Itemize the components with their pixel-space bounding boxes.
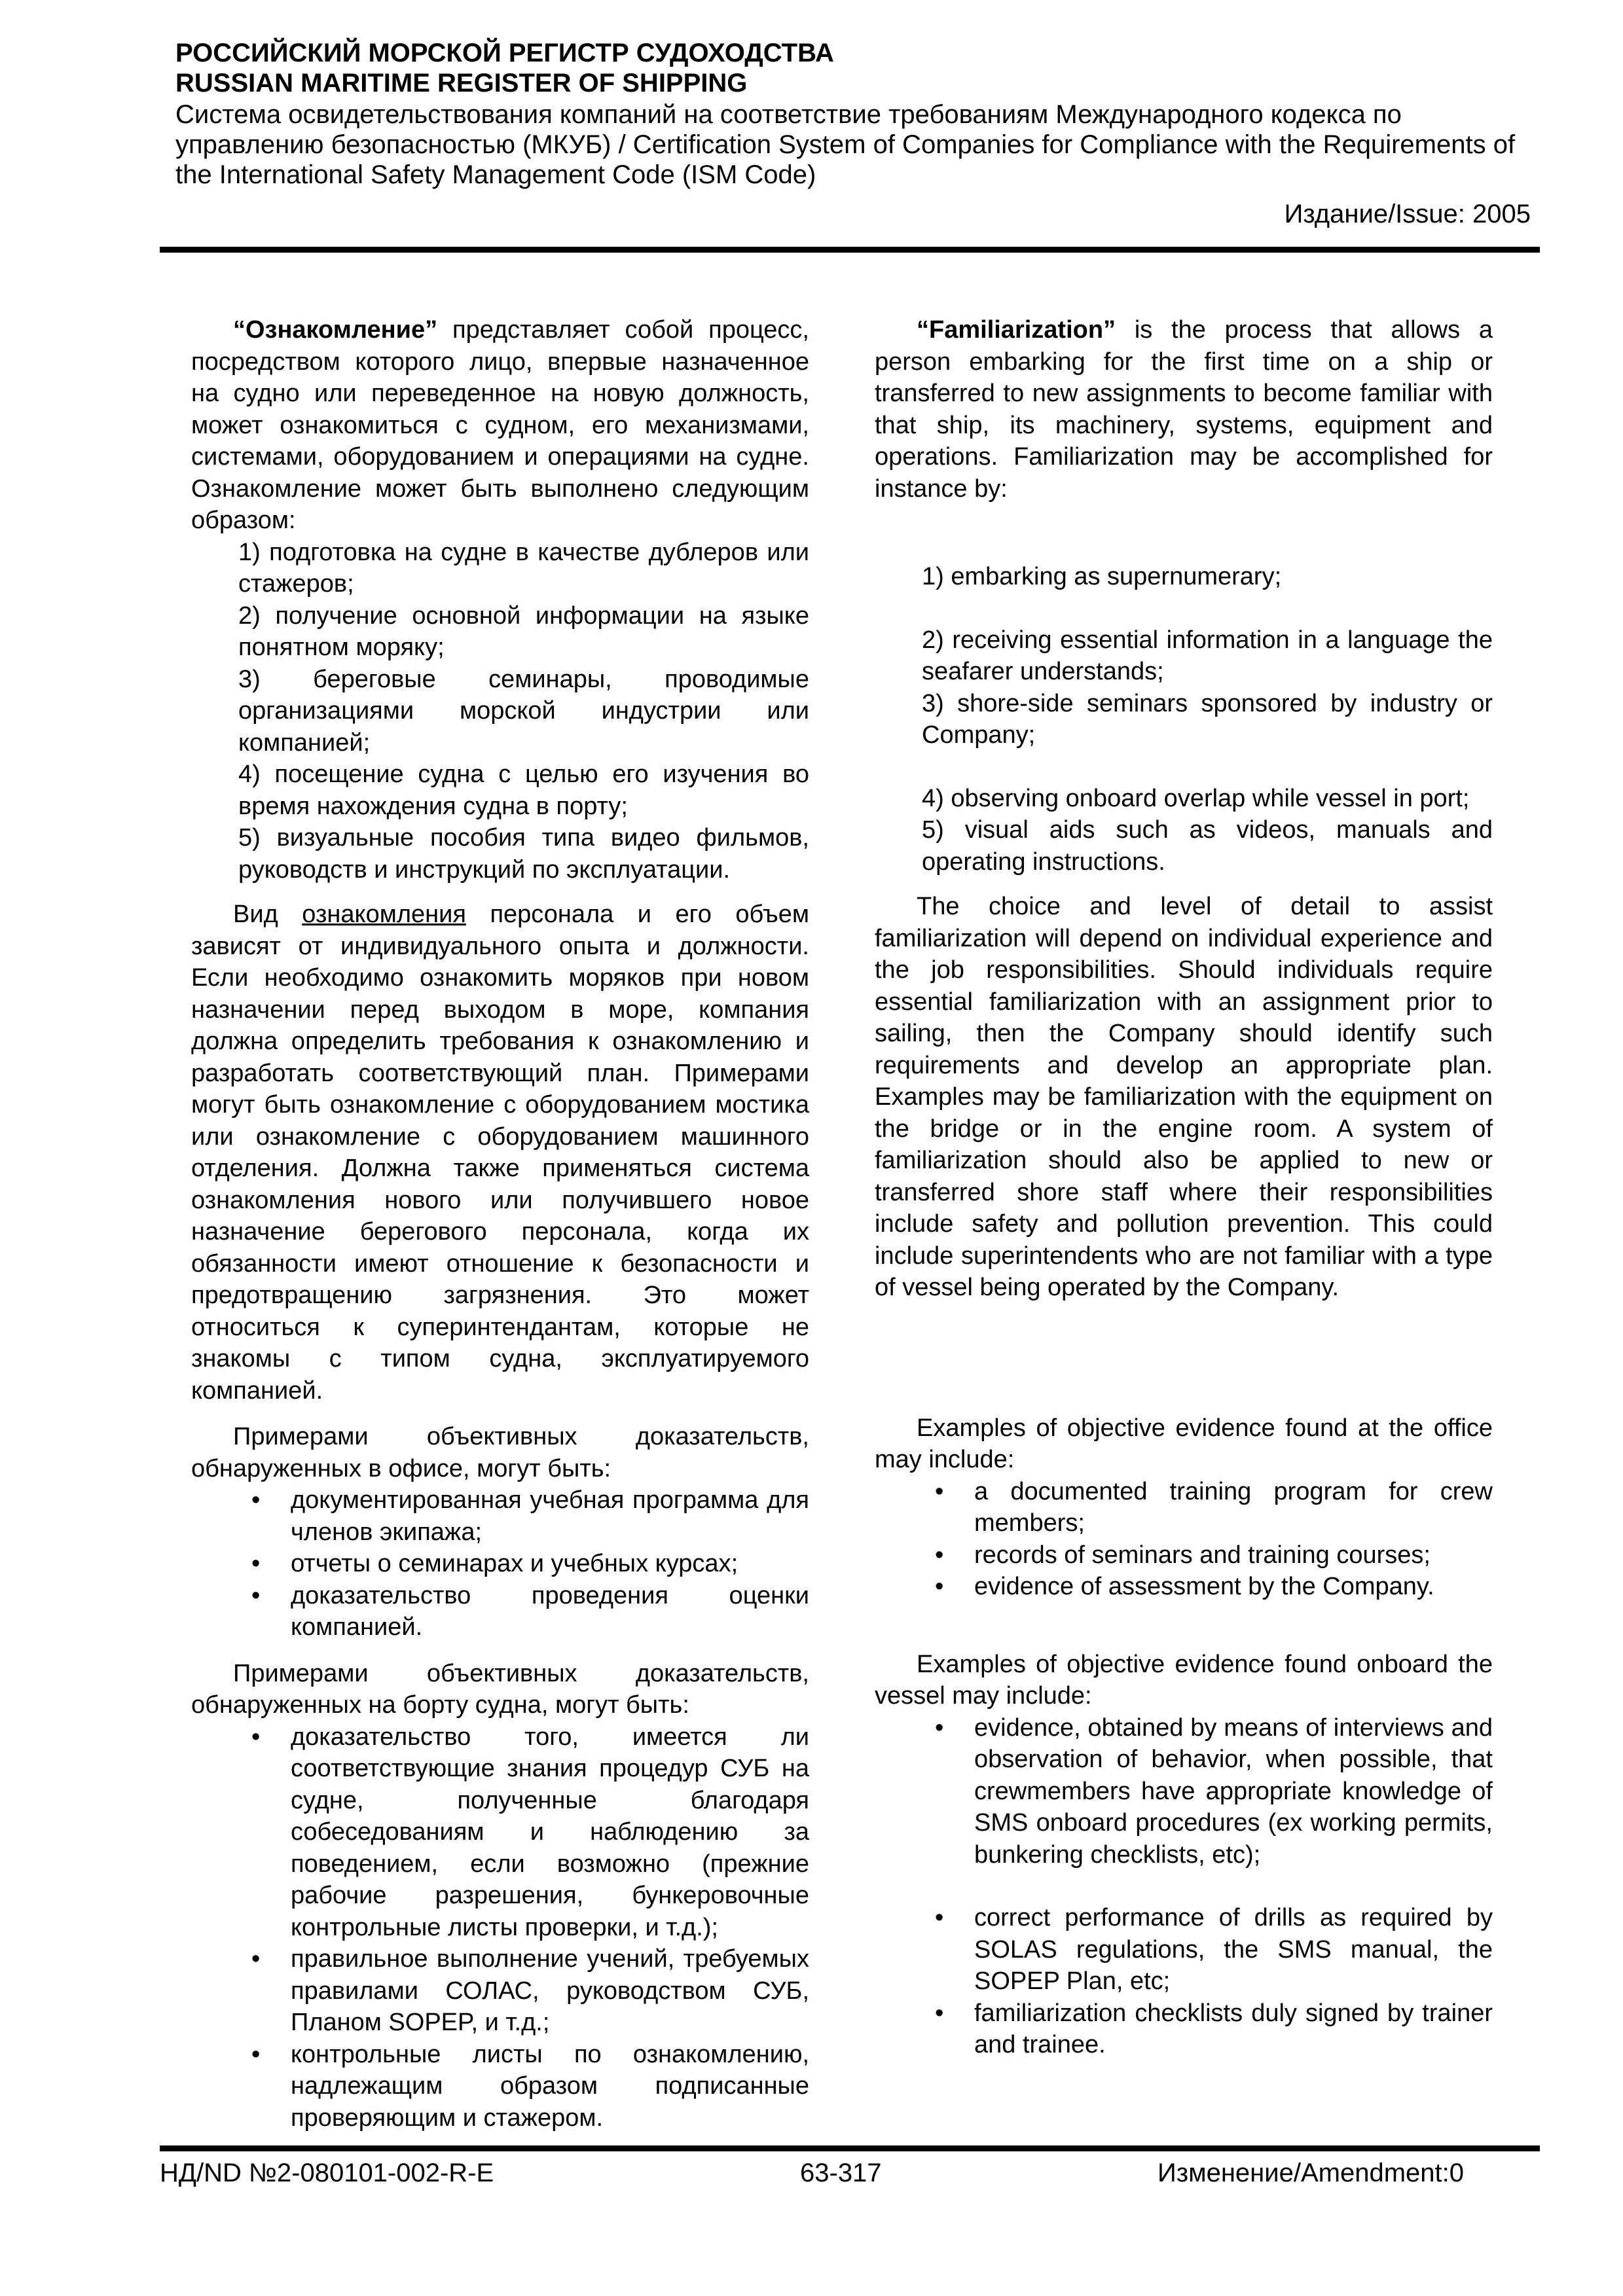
bullet: • <box>935 1477 944 1505</box>
en-item-3: 3) shore-side seminars sponsored by industry or Company; <box>922 689 1493 749</box>
en-office-list <box>875 1476 1493 1603</box>
russian-column <box>191 314 809 2134</box>
bullet: • <box>251 1945 261 1973</box>
header-rule <box>160 247 1540 253</box>
list-item: • контрольные листы по ознакомлению, надлежащим образом подписанные проверяющим и стажером. <box>191 2039 809 2134</box>
ru-term: “Ознакомление” <box>233 316 438 344</box>
en-board-intro: Examples of objective evidence found onboard the vessel may include: <box>875 1650 1493 1710</box>
ru-definition-paragraph <box>191 314 809 537</box>
list-item: • evidence of assessment by the Company. <box>875 1571 1493 1603</box>
bullet: • <box>251 1723 261 1751</box>
en-board-list <box>875 1712 1493 2061</box>
page-number: 63-317 <box>800 2159 882 2187</box>
ru-item-4: 4) посещение судна с целью его изучения во время нахождения судна в порту; <box>238 761 809 820</box>
ru-item-1: 1) подготовка на судне в качестве дублеров или стажеров; <box>238 538 809 598</box>
en-item-5: 5) visual aids such as videos, manuals and operating instructions. <box>922 816 1493 876</box>
amendment-label: Изменение/Amendment:0 <box>1158 2159 1464 2187</box>
ru-item-5: 5) визуальные пособия типа видео фильмов, руководств и инструкций по эксплуатации. <box>238 824 809 884</box>
document-number: НД/ND №2-080101-002-R-E <box>160 2159 494 2187</box>
ru-item-2: 2) получение основной информации на языке понятном моряку; <box>238 601 809 661</box>
footer-rule <box>160 2145 1540 2151</box>
ru-item-3: 3) береговые семинары, проводимые организациями морской индустрии или компанией; <box>238 665 809 757</box>
english-column <box>875 314 1493 2061</box>
bullet: • <box>935 1713 944 1742</box>
en-term: “Familiarization” <box>917 316 1116 344</box>
en-definition-paragraph <box>875 314 1493 505</box>
en-item-4: 4) observing onboard overlap while vessel in port; <box>922 784 1470 812</box>
org-name-ru: РОССИЙСКИЙ МОРСКОЙ РЕГИСТР СУДОХОДСТВА <box>175 39 834 67</box>
ru-definition-text: представляет собой процесс, посредством которого лицо, впервые назначенное на судно или переведенное на новую должность, может ознакомиться с судном, его механизмами, системами, оборудованием и операциями на судне. Ознакомление может быть выполнено следующим образом: <box>191 316 809 534</box>
en-office-intro: Examples of objective evidence found at the office may include: <box>875 1414 1493 1473</box>
list-item: • records of seminars and training courses; <box>875 1539 1493 1571</box>
en-definition-text: is the process that allows a person embarking for the first time on a ship or transferred to new assignments to become familiar with that ship, its machinery, systems, equipment and operations. Familiarization may be accomplished for instance by: <box>875 316 1493 503</box>
org-name-en: RUSSIAN MARITIME REGISTER OF SHIPPING <box>175 69 748 98</box>
bullet: • <box>935 1573 944 1600</box>
list-item: • доказательство проведения оценки компанией. <box>191 1580 809 1643</box>
list-item: • доказательство того, имеется ли соответствующие знания процедур СУБ на судне, полученные благодаря собеседованиям и наблюдению за поведением, если возможно (прежние рабочие разрешения, бункеровочные контрольные листы проверки, и т.д.); <box>191 1721 809 1944</box>
list-item: • правильное выполнение учений, требуемых правилами СОЛАС, руководством СУБ, Планом SOPEP, и т.д.; <box>191 1943 809 2039</box>
ru-underlined-word: ознакомления <box>302 901 466 928</box>
list-item: • a documented training program for crew members; <box>875 1476 1493 1539</box>
document-header <box>175 38 1531 229</box>
ru-scope-paragraph: Вид ознакомления персонала и его объем зависят от индивидуального опыта и должности. Если необходимо ознакомить моряков при новом назначении перед выходом в море, компания должна определить требования к ознакомлению и разработать соответствующий план. Примерами могут быть ознакомление с оборудованием мостика или ознакомление с оборудованием машинного отделения. Должна также применяться система ознакомления нового или получившего новое назначение берегового персонала, когда их обязанности имеют отношение к безопасности и предотвращению загрязнения. Это может относиться к суперинтендантам, которые не знакомы с типом судна, эксплуатируемого компанией. <box>191 901 809 1405</box>
bullet: • <box>251 1486 261 1514</box>
bullet: • <box>935 1541 944 1569</box>
bullet: • <box>935 1904 944 1931</box>
en-scope-paragraph: The choice and level of detail to assist familiarization will depend on individual experience and the job responsibilities. Should individuals require essential familiarization with an assignment prior to sailing, then the Company should identify such requirements and develop an appropriate plan. Examples may be familiarization with the equipment on the bridge or in the engine room. A system of familiarization should also be applied to new or transferred shore staff where their responsibilities include safety and pollution prevention. This could include superintendents who are not familiar with a type of vessel being operated by the Company. <box>875 893 1493 1301</box>
list-item: • correct performance of drills as required by SOLAS regulations, the SMS manual, the SOPEP Plan, etc; <box>875 1902 1493 1998</box>
list-item: • evidence, obtained by means of interviews and observation of behavior, when possible, that crewmembers have appropriate knowledge of SMS onboard procedures (ex working permits, bunkering checklists, etc); <box>875 1712 1493 1871</box>
bullet: • <box>251 2040 261 2068</box>
en-item-2: 2) receiving essential information in a language the seafarer understands; <box>922 626 1493 685</box>
issue-label: Издание/Issue: 2005 <box>1284 200 1531 228</box>
en-item-1: 1) embarking as supernumerary; <box>922 563 1282 590</box>
bullet: • <box>251 1550 261 1577</box>
list-item: • отчеты о семинарах и учебных курсах; <box>191 1548 809 1580</box>
bullet: • <box>935 1999 944 2027</box>
system-title: Система освидетельствования компаний на соответствие требованиям Международного кодекса по управлению безопасностью (МКУБ) / Certification System of Companies for Compliance with the Requirements of the International Safety Management Code (ISM Code) <box>175 100 1516 189</box>
list-item: • familiarization checklists duly signed by trainer and trainee. <box>875 1998 1493 2061</box>
ru-board-intro: Примерами объективных доказательств, обнаруженных на борту судна, могут быть: <box>191 1659 809 1719</box>
ru-office-intro: Примерами объективных доказательств, обнаруженных в офисе, могут быть: <box>191 1423 809 1482</box>
bullet: • <box>251 1581 261 1609</box>
ru-office-list <box>191 1484 809 1643</box>
ru-board-list <box>191 1721 809 2134</box>
list-item: • документированная учебная программа для членов экипажа; <box>191 1484 809 1548</box>
